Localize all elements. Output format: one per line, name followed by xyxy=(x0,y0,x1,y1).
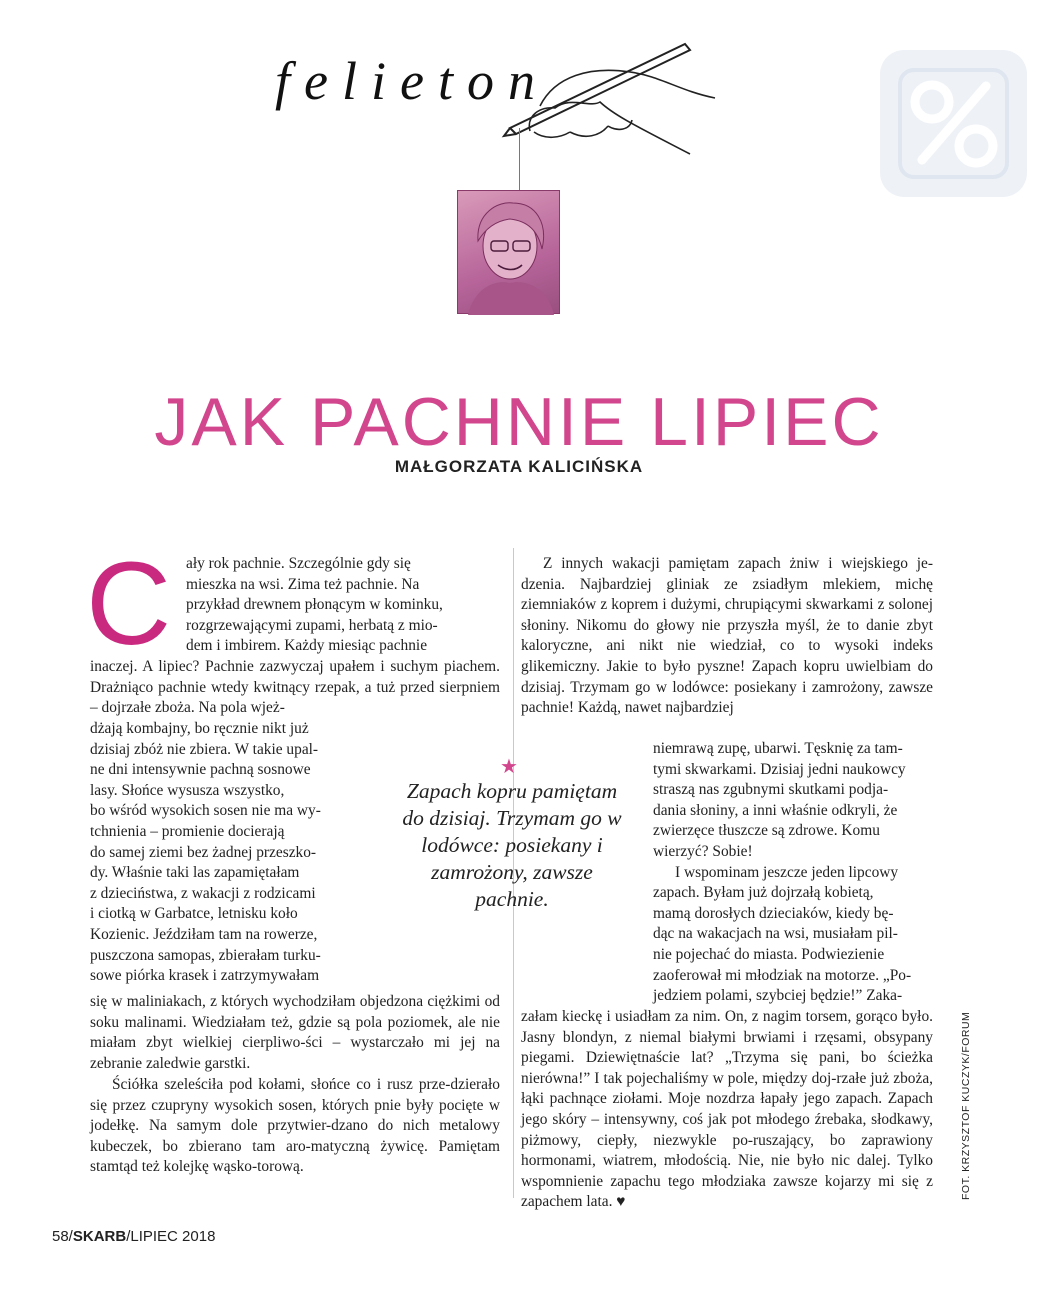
author-portrait xyxy=(457,190,560,314)
text-line: dy. Właśnie taki las zapamiętałam xyxy=(90,864,300,882)
right-col-para-end: załam kieckę i usiadłam za nim. On, z nagim torsem, gorąco było. Jasny blondyn, z niemal białymi brwiami i rzęsami, obsypany piegami. Dziewiętnaście lat? „Trzyma się pani, bo ścieżka nierówna!” I tak pojechaliśmy w pole, między doj-rzałe już zboża, łąki pachnące ziołami. Moje nozdrza łapały jego zapach. Zapach jego skóry – intensywny, coś jak pot młodego źrebaka, słodkawy, piżmowy, ciepły, niezwykle po-ruszający, bo zaprawiony hormonami, wiatrem, młodością. Nie, nie było nic dalej. Tylko wspomnienie zapachu tego młodziaka zawsze kojarzy mi się z zapachem lata. ♥ xyxy=(521,1008,933,1211)
issue-date: /LIPIEC 2018 xyxy=(126,1228,216,1245)
left-col-para1-end: się w maliniakach, z których wychodziłam objedzona ciężkimi od soku malinami. Wiedziałam też, gdzie są pola poziomek, ale nie miałam zbyt wielkiej cierpliwo-ści – wystarczało mi jej na zebranie zaledwie garstki. xyxy=(90,993,500,1072)
text-line: niemrawą zupę, ubarwi. Tęsknię za tam- xyxy=(653,740,903,757)
text-line: puszczona samopas, zbierałam turku- xyxy=(90,946,321,964)
article-title: JAK PACHNIE LIPIEC xyxy=(154,384,884,460)
text-line: dem i imbirem. Każdy miesiąc pachnie xyxy=(186,637,428,655)
pull-quote: Zapach kopru pamiętam do dzisiaj. Trzymam go w lodówce: posiekany i zamrożony, zawsze pachnie. xyxy=(402,779,622,911)
text-line: sowe piórka krasek i zatrzymywałam xyxy=(90,967,320,985)
text-line: tymi skwarkami. Dzisiaj jedni naukowcy xyxy=(653,760,906,778)
text-line: mamą dorosłych dzieciaków, kiedy bę- xyxy=(653,904,894,922)
text-line: przykład drewnem płonącym w kominku, xyxy=(186,596,443,614)
author-byline: MAŁGORZATA KALICIŃSKA xyxy=(394,457,644,476)
promo-badge xyxy=(880,50,1027,197)
text-line: nie pojechać do miasta. Podwiezienie xyxy=(653,945,885,963)
text-line: jedziem polami, szybciej będzie!” Zaka- xyxy=(653,987,903,1005)
text-line: dania słoniny, a inni właśnie odkryli, że xyxy=(653,801,898,819)
right-col-narrow-lines xyxy=(653,739,933,1007)
star-icon: ★ xyxy=(500,756,518,778)
string-line xyxy=(519,128,520,190)
text-line: dżają kombajny, bo ręcznie nikt już xyxy=(90,720,309,737)
right-col-para1: Z innych wakacji pamiętam zapach żniw i wiejskiego je-dzenia. Najbardziej gliniak ze zsiadłym mlekiem, michę ziemniaków z koprem i dużymi, chrupiącymi skwarkami z solonej słoniny. Nikomu do głowy nie przyszła myśl, że to danie zbyt kaloryczne, ani nikt nie wiedział, co to wysoki indeks glikemiczny. Jakie to było pyszne! Zapach kopru uwielbiam do dzisiaj. Trzymam go w lodówce: posiekany i zamrożony, zawsze pachnie! Każdą, nawet najbardziej xyxy=(521,555,933,717)
text-line: ne dni intensywnie pachną sosnowe xyxy=(90,761,311,779)
page-number: 58/ xyxy=(52,1228,73,1245)
photo-credit: FOT. KRZYSZTOF KUCZYK/FORUM xyxy=(960,1011,972,1200)
text-line: Kozienic. Jeździłam tam na rowerze, xyxy=(90,925,318,943)
text-line: i ciotką w Garbatce, letnisku koło xyxy=(90,905,298,923)
text-line: dąc na wakacjach na wsi, musiałam pil- xyxy=(653,925,898,943)
text-line: I wspominam jeszcze jeden lipcowy xyxy=(675,863,899,881)
left-col-narrow-lines xyxy=(90,719,367,987)
text-line: zaoferował mi młodziak na motorze. „Po- xyxy=(653,966,912,984)
text-line: bo wśród wysokich sosen nie ma wy- xyxy=(90,802,321,820)
left-col-para2: Ściółka szeleściła pod kołami, słońce co i rusz prze-dzierało się przez czupryny wysokich sosen, których pnie były pocięte w jodełkę. Na samym dole przytwier-dzano do nich metalowy kubeczek, bo zbierano tam aro-matyczną żywicę. Pamiętam stamtąd też kolejkę wąsko-torową. xyxy=(90,1076,500,1176)
left-col-para1-rest: inaczej. A lipiec? Pachnie zazwyczaj upałem i suchym piachem. Drażniąco pachnie wtedy kwitnący rzepak, a tuż przed sierpniem – dojrzałe zboża. Na pola wjeż- xyxy=(90,658,500,717)
drop-cap: C xyxy=(86,538,172,670)
text-line: dzisiaj zbóż nie zbiera. W takie upal- xyxy=(90,740,319,758)
text-line: z dzieciństwa, z wakacji z rodzicami xyxy=(90,884,316,902)
left-col-top-lines xyxy=(186,554,500,657)
text-line: tchnienia – promienie docierają xyxy=(90,822,285,840)
text-line: do samej ziemi bez żadnej przeszko- xyxy=(90,843,317,861)
text-line: mieszka na wsi. Zima też pachnie. Na xyxy=(186,575,420,593)
text-line: rozgrzewającymi zupami, herbatą z mio- xyxy=(186,616,438,634)
text-line: zapach. Byłam już dojrzałą kobietą, xyxy=(653,884,874,902)
percent-icon xyxy=(880,50,1027,197)
section-label: felieton xyxy=(275,51,549,111)
text-line: straszą nas zgubnymi skutkami podja- xyxy=(653,781,889,799)
text-line: lasy. Słońce wysusza wszystko, xyxy=(90,781,285,799)
text-line: wierzyć? Sobie! xyxy=(653,842,753,860)
text-line: zwierzęce tłuszcze są zdrowe. Komu xyxy=(653,822,880,840)
page-footer xyxy=(52,1228,215,1245)
magazine-name: SKARB xyxy=(72,1228,127,1245)
pencil-hand-illustration xyxy=(500,36,730,166)
text-line: ały rok pachnie. Szczególnie gdy się xyxy=(186,555,411,572)
